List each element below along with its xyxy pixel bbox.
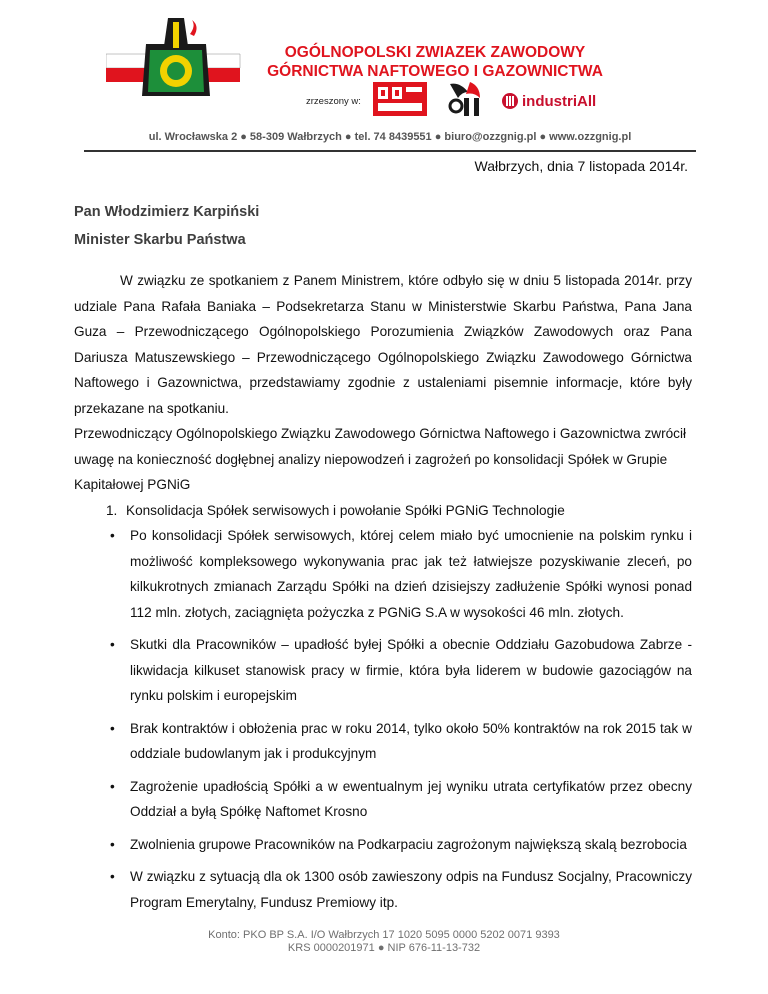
industriall-mark-icon — [500, 90, 612, 112]
numbered-list — [74, 498, 692, 524]
bullet-text: Zwolnienia grupowe Pracowników na Podkarpaciu zagrożonym największą skalą bezrobocia — [130, 836, 687, 852]
recipient-title: Minister Skarbu Państwa — [74, 232, 246, 248]
list-item — [106, 498, 692, 524]
member-label: zrzeszony w: — [306, 96, 361, 107]
paragraph-intro: W związku ze spotkaniem z Panem Ministrem, które odbyło się w dniu 5 listopada 2014r. przy udziale Pana Rafała Baniaka – Podsekretarza Stanu w Ministerstwie Skarbu Państwa, Pana Jana Guza – Przewodniczącego Ogólnopolskiego Porozumienia Związków Zawodowych oraz Pana Dariusza Matuszewskiego – Przewodniczącego Ogólnopolskiego Związku Zawodowego Górnictwa Naftowego i Gazownictwa, przedstawiamy zgodnie z ustaleniami pisemnie informacje, które były przekazane na spotkaniu. — [74, 273, 692, 416]
date-line: Wałbrzych, dnia 7 listopada 2014r. — [474, 158, 688, 174]
bullet-text: Zagrożenie upadłością Spółki a w ewentualnym jej wyniku utrata certyfikatów przez obecny Oddział a byłą Spółkę Naftomet Krosno — [130, 778, 692, 819]
bullet-item — [110, 774, 692, 825]
header-divider — [84, 150, 696, 152]
list-item-number: 1. — [106, 502, 118, 518]
organization-name-line2: GÓRNICTWA NAFTOWEGO I GAZOWNICTWA — [267, 63, 603, 80]
bullet-item — [110, 716, 692, 767]
letter-body — [74, 268, 692, 922]
bullet-icon: • — [110, 637, 115, 652]
bullet-item — [110, 832, 692, 858]
bullet-icon: • — [110, 836, 115, 852]
recipient-name: Pan Włodzimierz Karpiński — [74, 204, 260, 220]
bullet-item — [110, 864, 692, 915]
bullet-icon: • — [110, 720, 115, 736]
federation-logo-red — [371, 80, 429, 118]
bullet-icon: • — [110, 528, 115, 543]
bullet-text: Skutki dla Pracowników – upadłość byłej Spółki a obecnie Oddziału Gazobudowa Zabrze - likwidacja kilkuset stanowisk pracy w firmie, która była liderem w budowie gazociągów na rynku polskim i europejskim — [130, 637, 692, 703]
bullet-text: Brak kontraktów i obłożenia prac w roku 2014, tylko około 50% kontraktów na rok 2015 tak w oddziale budowlanym jak i produkcyjnym — [130, 720, 692, 761]
bullet-icon: • — [110, 778, 115, 794]
list-item-title: Konsolidacja Spółek serwisowych i powołanie Spółki PGNiG Technologie — [126, 502, 565, 518]
bullet-item — [110, 523, 692, 625]
partner-logo-text: industriAll — [522, 93, 597, 110]
industriall-europe-logo — [444, 80, 492, 120]
registry-line: KRS 0000201971 ● NIP 676-11-13-732 — [287, 942, 481, 954]
bullet-text: Po konsolidacji Spółek serwisowych, której celem miało być umocnienie na polskim rynku i możliwość kompleksowego wykonywania prac jak też łatwiejsze pozyskiwanie zleceń, po kilkukrotnych zmianach Zarządu Spółki na dzień dzisiejszy zadłużenie Spółki wynosi ponad 112 mln. złotych, zaciągnięta pożyczka z PGNiG S.A w wysokości 46 mln. złotych. — [130, 528, 692, 620]
bank-account-line: Konto: PKO BP S.A. I/O Wałbrzych 17 1020 5095 0000 5202 0071 9393 — [208, 929, 560, 941]
bullet-text: W związku z sytuacją dla ok 1300 osób zawieszony odpis na Fundusz Socjalny, Pracowniczy Program Emerytalny, Fundusz Premiowy itp. — [130, 869, 692, 910]
paragraph-chairman-remarks: Przewodniczący Ogólnopolskiego Związku Zawodowego Górnictwa Naftowego i Gazownictwa zwrócił uwagę na konieczność dogłębnej analizy niepowodzeń i zagrożeń po konsolidacji Spółek w Grupie Kapitałowej PGNiG — [74, 426, 686, 492]
letter-footer — [84, 929, 684, 955]
bullet-icon: • — [110, 869, 115, 884]
organization-name-line1: OGÓLNOPOLSKI ZWIAZEK ZAWODOWY — [284, 44, 586, 61]
letterhead-address: ul. Wrocławska 2 ● 58-309 Wałbrzych ● tel. 74 8439551 ● biuro@ozzgnig.pl ● www.ozzgnig.pl — [148, 131, 632, 143]
industriall-global-logo — [500, 90, 612, 112]
bullet-list — [74, 523, 692, 915]
organization-logo — [106, 16, 246, 106]
bullet-item — [110, 632, 692, 709]
